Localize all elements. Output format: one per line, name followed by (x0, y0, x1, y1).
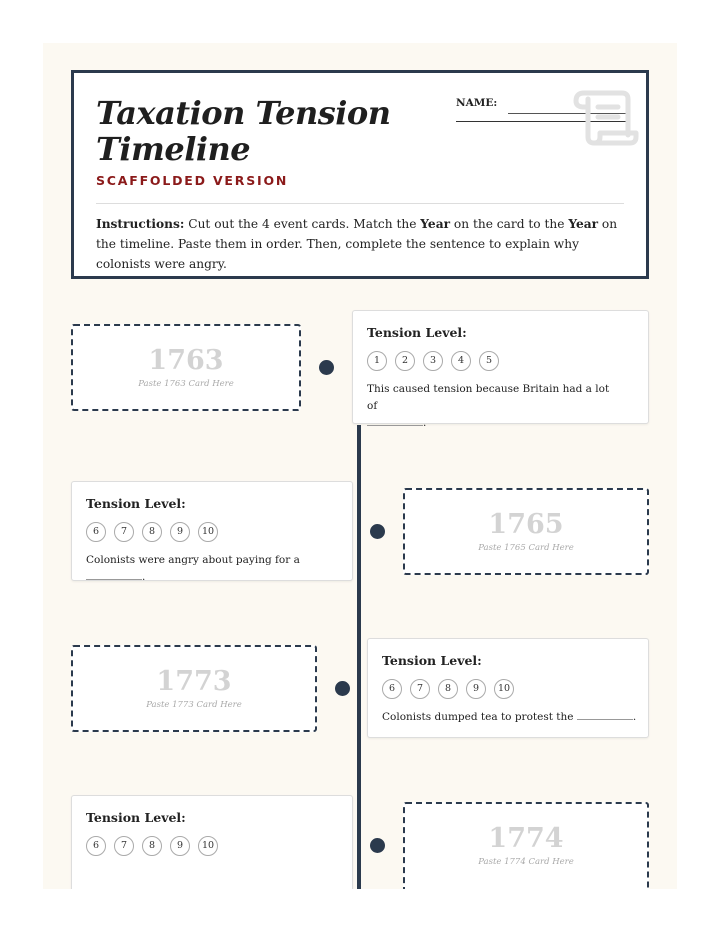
slot-hint: Paste 1763 Card Here (138, 379, 234, 389)
timeline-spine (357, 425, 361, 889)
tension-option[interactable]: 6 (382, 679, 402, 699)
tension-option[interactable]: 8 (142, 522, 162, 542)
paste-slot-1763[interactable] (71, 324, 301, 411)
tension-option[interactable]: 8 (142, 836, 162, 856)
title-line-1: Taxation Tension (96, 94, 391, 132)
tension-option[interactable]: 8 (438, 679, 458, 699)
tension-label: Tension Level: (367, 325, 467, 340)
scroll-icon (570, 85, 640, 151)
sentence-prompt: This caused tension because Britain had a lot of . (367, 383, 610, 429)
slot-year: 1774 (488, 823, 564, 854)
slot-hint: Paste 1773 Card Here (146, 700, 242, 710)
slot-year: 1773 (156, 666, 232, 697)
tension-option[interactable]: 7 (410, 679, 430, 699)
tension-option[interactable]: 10 (198, 522, 218, 542)
timeline-dot (370, 838, 385, 853)
header-box (71, 70, 649, 279)
tension-option[interactable]: 9 (466, 679, 486, 699)
tension-label: Tension Level: (86, 496, 186, 511)
tension-option[interactable]: 2 (395, 351, 415, 371)
paste-slot-1773[interactable] (71, 645, 317, 732)
tension-card-1773 (367, 638, 649, 738)
tension-option[interactable]: 10 (494, 679, 514, 699)
answer-blank[interactable] (577, 709, 633, 720)
header-divider (96, 203, 624, 204)
tension-card-1765 (71, 481, 353, 581)
tension-scale (86, 836, 226, 856)
tension-option[interactable]: 7 (114, 836, 134, 856)
instructions: Instructions: Cut out the 4 event cards. Match the Year on the card to the Year on the timeline. Paste them in order. Then, complete the sentence to explain why colonists were angry. (96, 217, 618, 271)
tension-option[interactable]: 10 (198, 836, 218, 856)
answer-blank[interactable] (86, 569, 142, 580)
tension-option[interactable]: 5 (479, 351, 499, 371)
tension-scale (367, 351, 507, 371)
tension-card-1774 (71, 795, 353, 889)
tension-label: Tension Level: (382, 653, 482, 668)
tension-option[interactable]: 9 (170, 836, 190, 856)
timeline-dot (335, 681, 350, 696)
tension-option[interactable]: 1 (367, 351, 387, 371)
tension-option[interactable]: 7 (114, 522, 134, 542)
slot-year: 1765 (488, 509, 564, 540)
paste-slot-1774[interactable] (403, 802, 649, 889)
tension-scale (86, 522, 226, 542)
name-label: NAME: (456, 97, 498, 109)
tension-option[interactable]: 9 (170, 522, 190, 542)
timeline-dot (319, 360, 334, 375)
sentence-prompt: Colonists dumped tea to protest the . (382, 711, 637, 723)
paste-slot-1765[interactable] (403, 488, 649, 575)
subtitle: SCAFFOLDED VERSION (96, 173, 289, 188)
tension-card-1763 (352, 310, 649, 429)
slot-hint: Paste 1765 Card Here (478, 543, 574, 553)
tension-label: Tension Level: (86, 810, 186, 825)
tension-scale (382, 679, 522, 699)
slot-year: 1763 (148, 345, 224, 376)
tension-option[interactable]: 3 (423, 351, 443, 371)
answer-blank[interactable] (367, 415, 423, 426)
tension-option[interactable]: 4 (451, 351, 471, 371)
slot-hint: Paste 1774 Card Here (478, 857, 574, 867)
title-line-2: Timeline (96, 130, 251, 168)
page-title (96, 95, 391, 167)
tension-option[interactable]: 6 (86, 836, 106, 856)
worksheet-page (43, 43, 677, 889)
tension-option[interactable]: 6 (86, 522, 106, 542)
timeline-dot (370, 524, 385, 539)
sentence-prompt: Colonists were angry about paying for a . (86, 554, 300, 583)
